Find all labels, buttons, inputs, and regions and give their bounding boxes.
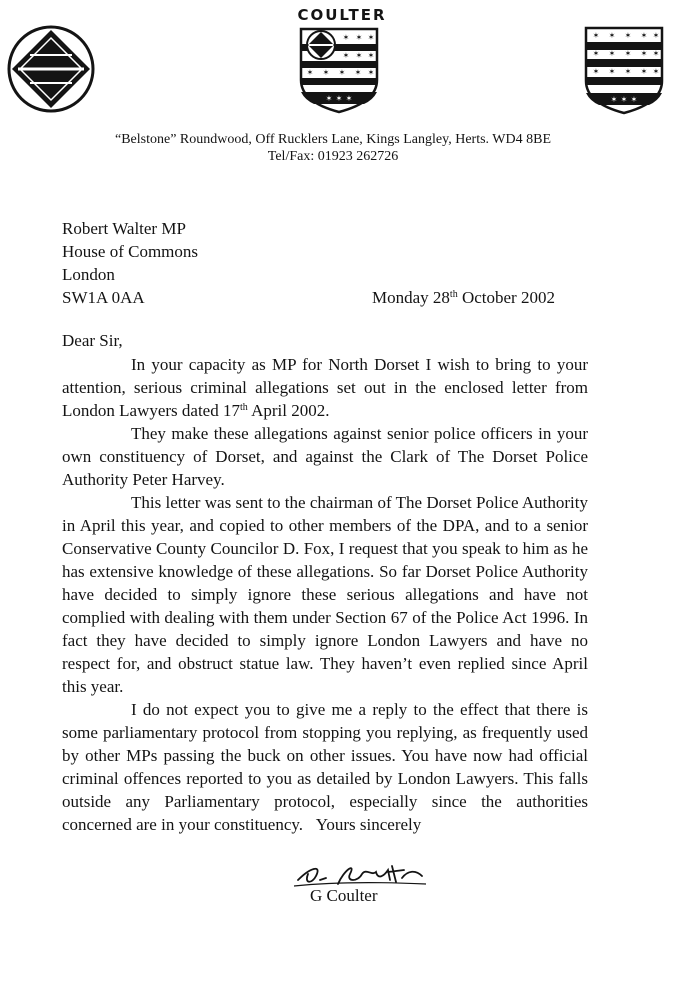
svg-text:✶: ✶ (624, 49, 632, 58)
svg-text:✶: ✶ (652, 31, 660, 40)
shield-crest-icon (583, 25, 665, 115)
svg-text:✶: ✶ (640, 49, 648, 58)
svg-text:✶: ✶ (630, 95, 638, 104)
paragraph-1-text: In your capacity as MP for North Dorset I wish to bring to your attention, serious criminal allegations set out in the enclosed letter from London Lawyers dated 17 (62, 355, 588, 420)
svg-text:✶: ✶ (355, 33, 363, 42)
paragraph-2: They make these allegations against senior police officers in your own constituency of Dorset, and against the Clark of The Dorset Police Authority Peter Harvey. (62, 424, 588, 489)
svg-text:✶: ✶ (652, 67, 660, 76)
svg-text:✶: ✶ (640, 31, 648, 40)
coat-of-arms-icon (298, 26, 380, 114)
letter-body (62, 353, 588, 836)
recipient-postcode: SW1A 0AA (62, 288, 145, 307)
svg-text:✶: ✶ (592, 67, 600, 76)
paragraph-4-text: I do not expect you to give me a reply to the effect that there is some parliamentary protocol from stopping you replying, as frequently used by other MPs passing the buck on other issues. You have now had official criminal offences reported to you as detailed by London Lawyers. This falls outside any Parliamentary protocol, especially since the authorities concerned are in your constituency. (62, 700, 588, 834)
letter-date (372, 288, 555, 308)
svg-text:✶: ✶ (338, 68, 346, 77)
paragraph-1-ordinal: th (239, 402, 248, 413)
svg-text:✶: ✶ (608, 31, 616, 40)
paragraph-1 (62, 353, 588, 422)
letterhead-telfax: Tel/Fax: 01923 262726 (267, 149, 399, 164)
svg-text:✶: ✶ (345, 94, 353, 103)
diamond-emblem-icon (6, 24, 96, 114)
recipient-name: Robert Walter MP (62, 219, 186, 238)
svg-text:✶: ✶ (322, 68, 330, 77)
recipient-address-line: House of Commons (62, 242, 198, 261)
svg-text:✶: ✶ (620, 95, 628, 104)
svg-text:✶: ✶ (624, 31, 632, 40)
date-day: Monday 28 (372, 288, 450, 307)
svg-text:✶: ✶ (354, 68, 362, 77)
svg-text:✶: ✶ (608, 49, 616, 58)
paragraph-3: This letter was sent to the chairman of The Dorset Police Authority in April this year, and copied to other members of the DPA, and to a senior Conservative County Councilor D. Fox, I request that you speak to him as he has extensive knowledge of these allegations. So far Dorset Police Authority have decided to simply ignore these serious allegations and have not complied with dealing with them under Section 67 of the Police Act 1996. In fact they have decided to simply ignore London Lawyers and have no respect for, and obstruct statue law. They haven’t even replied since April this year. (62, 493, 588, 696)
handwritten-signature (292, 858, 428, 888)
svg-text:✶: ✶ (624, 67, 632, 76)
svg-text:✶: ✶ (335, 94, 343, 103)
svg-text:✶: ✶ (367, 51, 375, 60)
svg-text:✶: ✶ (367, 68, 375, 77)
letterhead-brand: COULTER (297, 6, 387, 24)
svg-text:✶: ✶ (640, 67, 648, 76)
svg-text:✶: ✶ (652, 49, 660, 58)
date-ordinal: th (449, 289, 458, 300)
svg-text:✶: ✶ (325, 94, 333, 103)
paragraph-1-end: April 2002. (247, 401, 330, 420)
svg-text:✶: ✶ (355, 51, 363, 60)
svg-text:✶: ✶ (342, 33, 350, 42)
paragraph-4 (62, 698, 588, 836)
svg-text:✶: ✶ (592, 49, 600, 58)
svg-text:✶: ✶ (306, 68, 314, 77)
salutation: Dear Sir, (62, 331, 123, 350)
letterhead-address: “Belstone” Roundwood, Off Rucklers Lane, Kings Langley, Herts. WD4 8BE (115, 132, 551, 147)
date-month-year: October 2002 (457, 288, 555, 307)
recipient-city: London (62, 265, 115, 284)
svg-text:✶: ✶ (342, 51, 350, 60)
signer-name: G Coulter (310, 886, 378, 905)
svg-text:✶: ✶ (592, 31, 600, 40)
svg-text:✶: ✶ (367, 33, 375, 42)
closing: Yours sincerely (315, 815, 422, 834)
svg-text:✶: ✶ (610, 95, 618, 104)
svg-text:✶: ✶ (608, 67, 616, 76)
